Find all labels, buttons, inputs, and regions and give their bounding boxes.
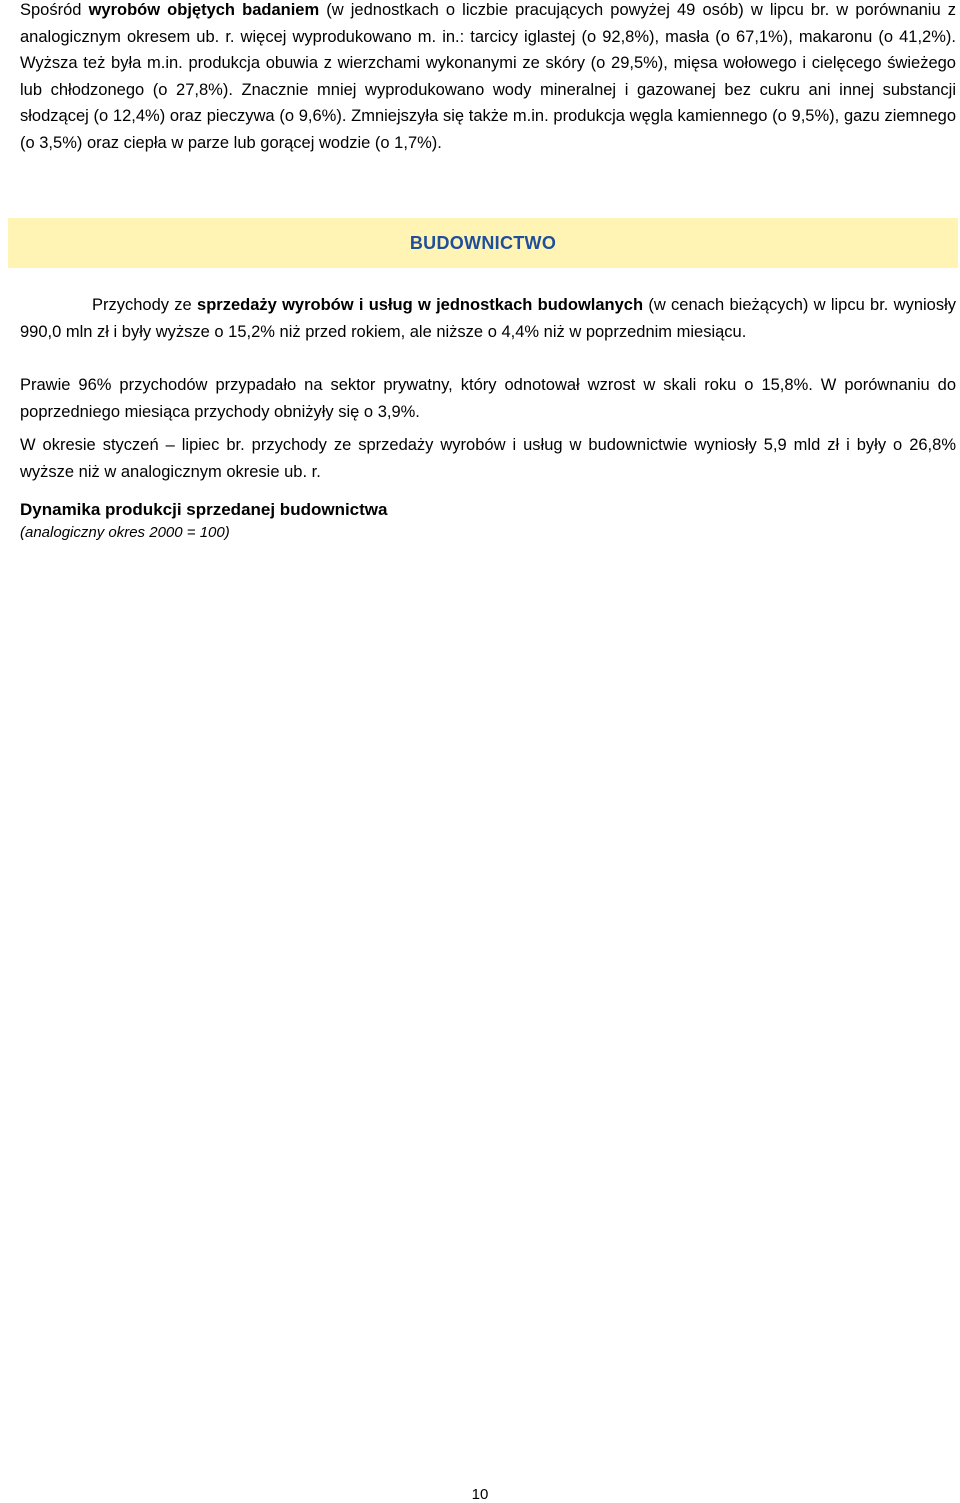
chart-title: Dynamika produkcji sprzedanej budownictwa	[20, 500, 388, 519]
production-dynamics-chart	[0, 540, 960, 830]
paragraph-production-products: Spośród wyrobów objętych badaniem (w jednostkach o liczbie pracujących powyżej 49 osób) w lipcu br. w porównaniu z analogicznym okresem ub. r. więcej wyprodukowano m. in.: tarcicy iglastej (o 92,8%), masła (o 67,1%), makaronu (o 41,2%). Wyższa też była m.in. produkcja obuwia z wierzchami wykonanymi ze skóry (o 29,5%), mięsa wołowego i cielęcego świeżego lub chłodzonego (o 27,8%). Znacznie mniej wyprodukowano wody mineralnej i gazowanej bez cukru ani innej substancji słodzącej (o 12,4%) oraz pieczywa (o 9,6%). Zmniejszyła się także m.in. produkcja węgla kamiennego (o 9,5%), gazu ziemnego (o 3,5%) oraz ciepła w parze lub gorącej wodzie (o 1,7%).	[20, 1, 956, 152]
paragraph-jan-jul-revenue: W okresie styczeń – lipiec br. przychody ze sprzedaży wyrobów i usług w budownictwie wyniosły 5,9 mld zł i były o 26,8% wyższe niż w analogicznym okresie ub. r.	[20, 436, 956, 481]
page-number: 10	[471, 1486, 489, 1503]
paragraph-construction-revenue: Przychody ze sprzedaży wyrobów i usług w jednostkach budowlanych (w cenach bieżących) w lipcu br. wyniosły 990,0 mln zł i były wyższe o 15,2% niż przed rokiem, ale niższe o 4,4% niż w poprzednim miesiącu.	[20, 296, 957, 341]
section-title: BUDOWNICTWO	[409, 232, 557, 253]
section-banner	[8, 218, 958, 268]
paragraph-private-sector: Prawie 96% przychodów przypadało na sektor prywatny, który odnotował wzrost w skali roku o 15,8%. W porównaniu do poprzedniego miesiąca przychody obniżyły się o 3,9%.	[20, 376, 956, 421]
chart-subtitle: (analogiczny okres 2000 = 100)	[20, 524, 230, 541]
